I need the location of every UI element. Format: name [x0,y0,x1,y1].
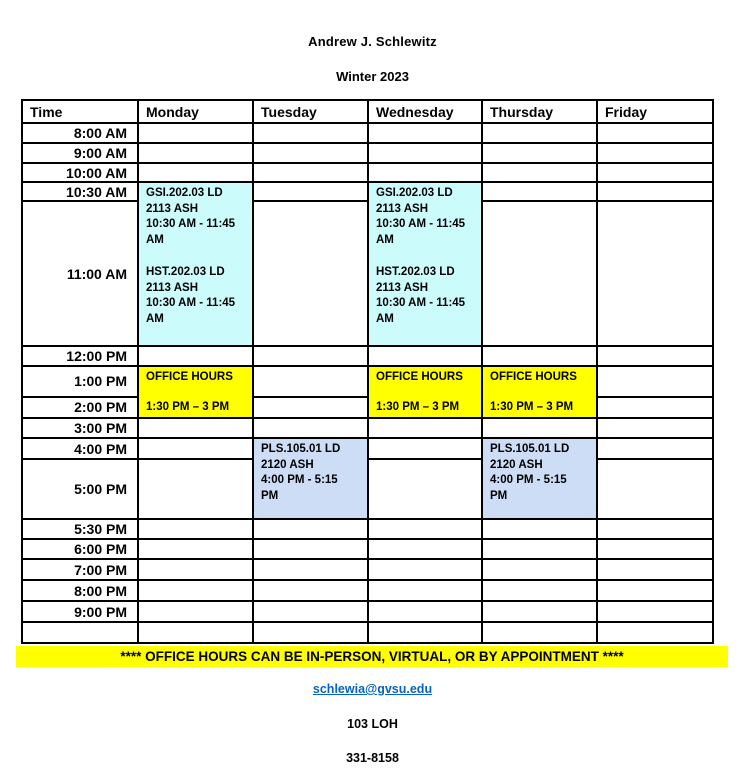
cell [138,519,253,539]
cell [253,346,368,366]
office-hours-cell-monday [138,366,253,418]
cell [368,559,482,580]
col-header-thursday: Thursday [482,100,597,123]
cell [597,459,713,519]
cell [253,163,368,182]
time-cell: 10:30 AM [22,182,138,201]
office-location: 103 LOH [347,717,398,732]
cell [597,438,713,459]
office-hours-time: 1:30 PM – 3 PM [490,400,574,413]
class-cell-pls-thursday [482,438,597,519]
row-5pm [22,459,713,519]
cell [482,201,597,346]
row-7pm [22,559,713,580]
course-room: 2113 ASH [146,281,198,294]
course-time: 10:30 AM - 11:45 AM [376,297,466,325]
page-title: Andrew J. Schlewitz [308,34,437,49]
course-code: PLS.105.01 LD [261,443,341,456]
course-room: 2120 ASH [261,458,314,471]
cell [138,539,253,559]
phone-number: 331-8158 [346,751,399,766]
cell [597,201,713,346]
time-cell: 4:00 PM [22,438,138,459]
cell [597,163,713,182]
row-9pm [22,601,713,622]
cell [368,622,482,643]
office-hours-label: OFFICE HOURS [490,371,577,383]
time-cell: 1:00 PM [22,366,138,397]
course-time: 4:00 PM - 5:15 PM [261,474,338,502]
course-time: 10:30 AM - 11:45 AM [146,218,236,246]
course-time: 10:30 AM - 11:45 AM [376,218,466,246]
cell [138,559,253,580]
cell [368,459,482,519]
cell [482,163,597,182]
row-4pm [22,438,713,459]
row-8am [22,123,713,143]
cell [138,580,253,601]
cell [253,366,368,397]
time-cell: 7:00 PM [22,559,138,580]
cell [597,580,713,601]
cell [253,519,368,539]
cell [138,346,253,366]
cell [482,346,597,366]
cell [368,143,482,163]
cell [368,123,482,143]
cell [253,182,368,201]
time-cell: 2:00 PM [22,397,138,418]
cell [482,622,597,643]
cell [253,580,368,601]
office-hours-time: 1:30 PM – 3 PM [376,400,460,413]
cell [138,438,253,459]
course-room: 2113 ASH [376,202,428,215]
cell [597,182,713,201]
cell [597,519,713,539]
course-time: 10:30 AM - 11:45 AM [146,297,236,325]
office-hours-cell-wednesday [368,366,482,418]
course-block [376,265,470,327]
office-hours-time: 1:30 PM – 3 PM [146,400,230,413]
cell [253,539,368,559]
row-8pm [22,580,713,601]
time-cell: 10:00 AM [22,163,138,182]
cell [597,539,713,559]
cell [368,601,482,622]
col-header-monday: Monday [138,100,253,123]
cell [368,519,482,539]
col-header-wednesday: Wednesday [368,100,482,123]
time-cell: 9:00 AM [22,143,138,163]
cell [597,346,713,366]
row-530pm [22,519,713,539]
time-cell: 8:00 PM [22,580,138,601]
class-cell-gsi-hst-monday [138,182,253,346]
office-hours-label: OFFICE HOURS [146,371,233,383]
row-6pm [22,539,713,559]
time-cell: 3:00 PM [22,418,138,438]
cell [482,123,597,143]
course-room: 2113 ASH [376,281,428,294]
cell [482,143,597,163]
cell [253,397,368,418]
course-block [376,186,470,248]
row-empty [22,622,713,643]
course-block [146,265,240,327]
cell [253,143,368,163]
row-1pm [22,366,713,397]
col-header-friday: Friday [597,100,713,123]
course-room: 2120 ASH [490,458,543,471]
cell [482,580,597,601]
row-3pm [22,418,713,438]
row-11am [22,201,713,346]
time-cell: 12:00 PM [22,346,138,366]
col-header-time: Time [22,100,138,123]
office-hours-label: OFFICE HOURS [376,371,463,383]
row-9am [22,143,713,163]
cell [253,622,368,643]
cell [138,418,253,438]
cell [368,346,482,366]
cell [138,601,253,622]
cell [597,559,713,580]
cell [482,559,597,580]
time-cell: 5:00 PM [22,459,138,519]
cell [597,366,713,397]
col-header-tuesday: Tuesday [253,100,368,123]
email-link[interactable]: schlewia@gvsu.edu [312,682,433,697]
cell [482,539,597,559]
header-row [22,100,713,123]
cell [368,580,482,601]
cell [368,438,482,459]
course-code: GSI.202.03 LD [376,187,453,199]
cell [597,123,713,143]
time-cell: 8:00 AM [22,123,138,143]
course-room: 2113 ASH [146,202,198,215]
course-block [261,442,355,504]
cell [597,601,713,622]
cell [482,519,597,539]
cell [253,418,368,438]
row-1030am [22,182,713,201]
time-cell [22,622,138,643]
cell [138,459,253,519]
cell [253,601,368,622]
cell [368,418,482,438]
cell [138,143,253,163]
office-hours-banner: **** OFFICE HOURS CAN BE IN-PERSON, VIRTUAL, OR BY APPOINTMENT **** [16,646,728,667]
cell [482,418,597,438]
term-label: Winter 2023 [336,69,409,84]
course-code: GSI.202.03 LD [146,187,223,199]
cell [368,539,482,559]
cell [597,622,713,643]
cell [597,143,713,163]
time-cell: 9:00 PM [22,601,138,622]
cell [482,182,597,201]
time-cell: 6:00 PM [22,539,138,559]
row-2pm [22,397,713,418]
time-cell: 5:30 PM [22,519,138,539]
class-cell-pls-tuesday [253,438,368,519]
course-block [490,442,584,504]
office-hours-cell-thursday [482,366,597,418]
cell [253,123,368,143]
course-code: HST.202.03 LD [146,266,225,279]
cell [138,123,253,143]
cell [482,601,597,622]
cell [138,163,253,182]
schedule-table [21,99,714,644]
course-code: HST.202.03 LD [376,266,455,279]
row-12pm [22,346,713,366]
cell [253,201,368,346]
cell [368,163,482,182]
class-cell-gsi-hst-wednesday [368,182,482,346]
cell [597,418,713,438]
cell [138,622,253,643]
course-time: 4:00 PM - 5:15 PM [490,474,567,502]
course-block [146,186,240,248]
cell [597,397,713,418]
cell [253,559,368,580]
course-code: PLS.105.01 LD [490,443,570,456]
row-10am [22,163,713,182]
time-cell: 11:00 AM [22,201,138,346]
